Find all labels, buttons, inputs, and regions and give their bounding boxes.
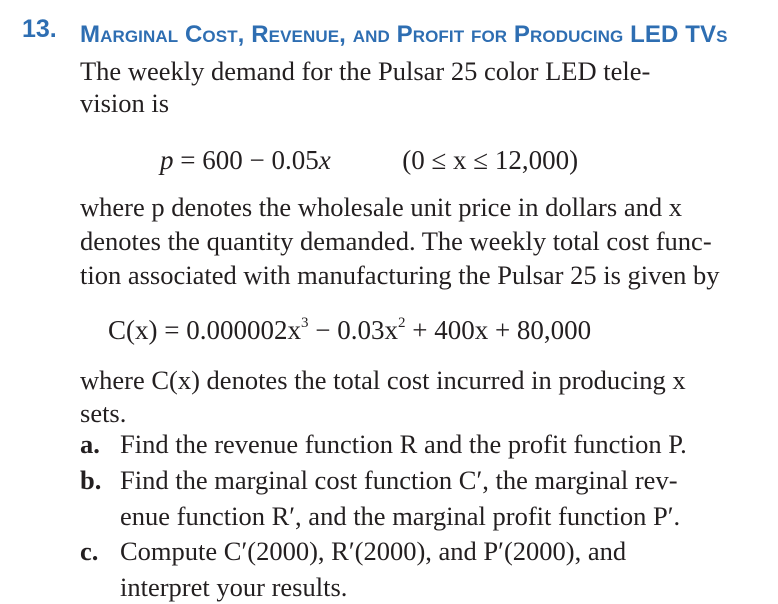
item-c-text-2: interpret your results. bbox=[120, 572, 348, 602]
cost-exponent-1: 3 bbox=[300, 315, 309, 331]
item-b-label: b. bbox=[80, 465, 102, 495]
demand-var: x bbox=[318, 145, 331, 175]
cost-description-line-1: where C(x) denotes the total cost incurred in producing x bbox=[80, 365, 686, 395]
item-b-text-2: enue function R′, and the marginal profit function P′. bbox=[120, 501, 681, 531]
cost-exponent-2: 2 bbox=[397, 315, 406, 331]
problem-title: Marginal Cost, Revenue, and Profit for Producing LED TVs bbox=[80, 21, 728, 48]
item-a-label: a. bbox=[80, 429, 100, 459]
demand-domain: (0 ≤ x ≤ 12,000) bbox=[402, 145, 579, 175]
cost-equation bbox=[108, 313, 591, 347]
problem-heading-line bbox=[80, 15, 770, 89]
cost-part-1: = 0.000002x bbox=[164, 315, 301, 345]
cost-lhs: C(x) bbox=[108, 315, 158, 345]
intro-line-continued: vision is bbox=[80, 88, 170, 118]
description-line-2: denotes the quantity demanded. The weekly total cost func- bbox=[80, 226, 712, 256]
intro-line-1-tail: The weekly demand for the Pulsar 25 color LED tele- bbox=[80, 56, 651, 86]
description-line-1: where p denotes the wholesale unit price in dollars and x bbox=[80, 192, 682, 222]
item-a bbox=[80, 427, 687, 461]
item-c bbox=[80, 534, 626, 568]
problem-number: 13. bbox=[22, 15, 57, 43]
item-c-label: c. bbox=[80, 536, 99, 566]
cost-part-3: + 400x + 80,000 bbox=[405, 315, 592, 345]
item-b-text-1: Find the marginal cost function C′, the marginal rev- bbox=[120, 465, 678, 495]
description-line-3: tion associated with manufacturing the Pulsar 25 is given by bbox=[80, 260, 720, 290]
item-b bbox=[80, 463, 678, 497]
demand-rhs: = 600 − 0.05 bbox=[180, 145, 319, 175]
item-a-text: Find the revenue function R and the profit function P. bbox=[120, 429, 687, 459]
demand-lhs: p bbox=[160, 145, 174, 175]
cost-description-line-2: sets. bbox=[80, 398, 127, 428]
demand-equation bbox=[160, 143, 578, 177]
cost-part-2: − 0.03x bbox=[308, 315, 398, 345]
item-c-text-1: Compute C′(2000), R′(2000), and P′(2000), and bbox=[120, 536, 627, 566]
